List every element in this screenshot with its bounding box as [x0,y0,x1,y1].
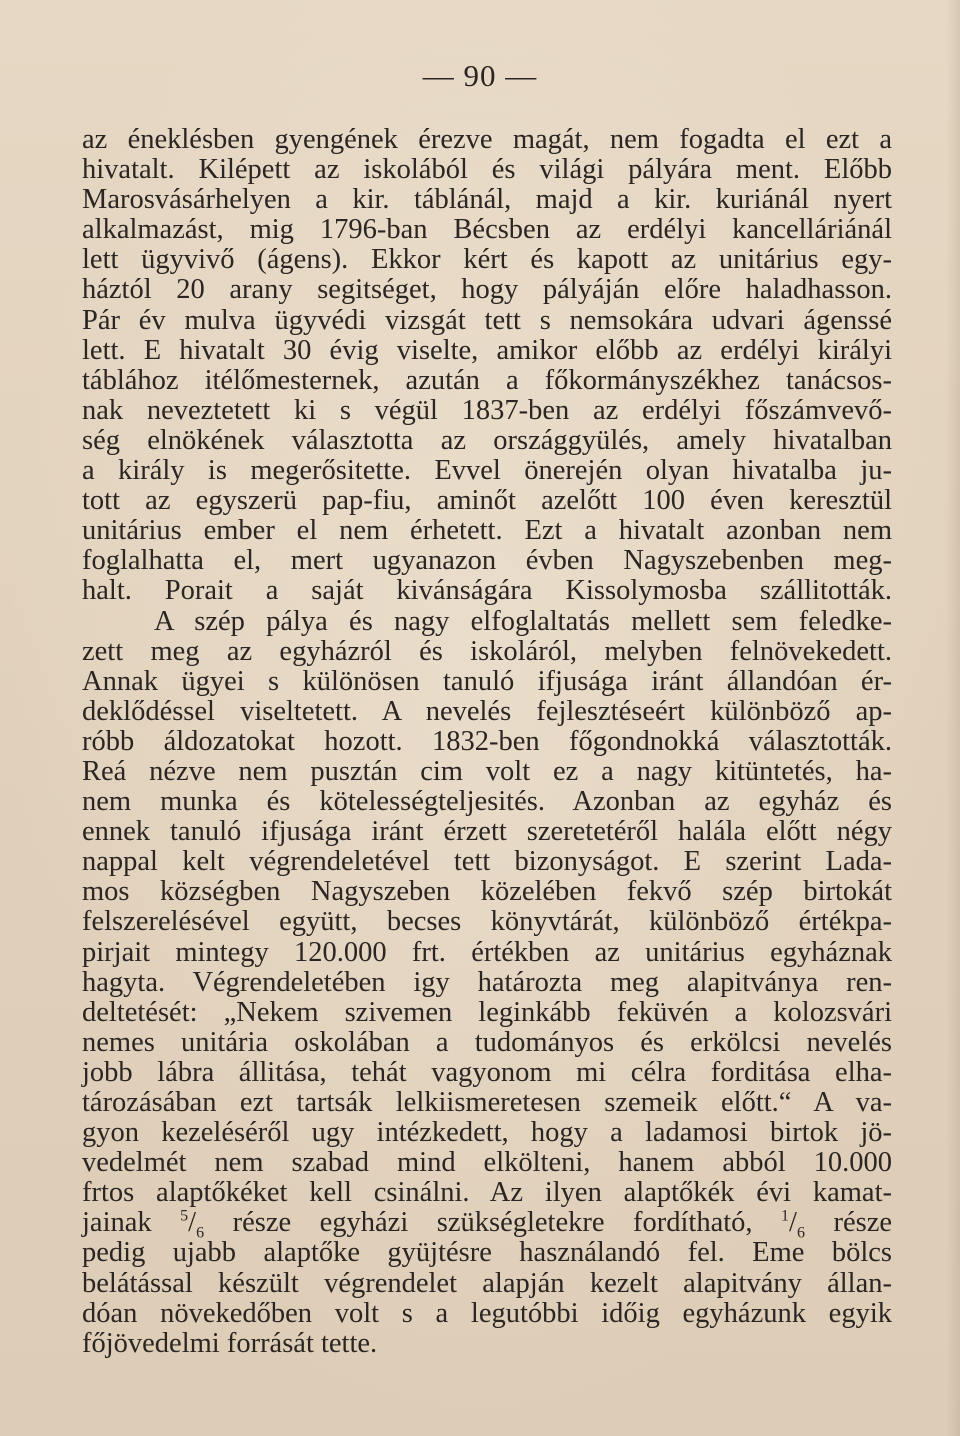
text-fragment: része [804,1207,893,1239]
text-line: zett meg az egyházról és iskoláról, melyben felnövekedett. [82,635,892,667]
text-line: a király is megerősitette. Evvel önerején olyan hivatalba ju- [82,455,892,487]
page-number: — 90 — [422,58,538,93]
text-line: vedelmét nem szabad mind elkölteni, hanem abból 10.000 [82,1147,892,1179]
text-line: mos községben Nagyszeben közelében fekvő szép birtokát [82,876,892,908]
fraction-slash: / [188,1207,197,1239]
text-line: deltetését: „Nekem szivemen leginkább feküvén a kolozsvári [82,996,892,1028]
text-line: nak neveztetett ki s végül 1837-ben az erdélyi főszámvevő- [82,394,892,426]
text-line: belátással készült végrendelet alapján kezelt alapitvány állan- [82,1267,892,1299]
text-line: lett ügyvivő (ágens). Ekkor kért és kapott az unitárius egy- [82,244,892,276]
fraction-numerator: 5 [180,1207,189,1225]
text-line: háztól 20 arany segitséget, hogy pályáján előre haladhasson. [82,274,892,306]
text-line: Reá nézve nem pusztán cim volt ez a nagy kitüntetés, ha- [82,755,892,787]
body-text [82,125,892,1359]
fraction-numerator: 1 [781,1207,790,1225]
text-line-with-fractions [82,1207,893,1243]
text-line: nemes unitária oskolában a tudományos és erkölcsi nevelés [82,1026,892,1058]
text-line: alkalmazást, mig 1796-ban Bécsben az erdélyi kancelláriánál [82,214,892,246]
text-line: pirjait mintegy 120.000 frt. értékben az unitárius egyháznak [82,936,892,968]
text-line: lett. E hivatalt 30 évig viselte, amikor előbb az erdélyi királyi [82,334,892,366]
text-line: unitárius ember el nem érhetett. Ezt a hivatalt azonban nem [82,515,892,547]
text-line: gyon kezeléséről ugy intézkedett, hogy a ladamosi birtok jö- [82,1117,892,1149]
text-line: táblához itélőmesternek, azután a főkormányszékhez tanácsos- [82,364,892,396]
text-line: róbb áldozatokat hozott. 1832-ben főgondnokká választották. [82,725,892,757]
text-line: ennek tanuló ifjusága iránt érzett szeretetéről halála előtt négy [82,816,892,848]
text-line: pedig ujabb alaptőke gyüjtésre használandó fel. Eme bölcs [82,1237,892,1269]
text-line: tározásában ezt tartsák lelkiismeretesen szemeik előtt.“ A va- [82,1087,892,1118]
text-line: halt. Porait a saját kivánságára Kissolymosba szállitották. [82,575,892,607]
text-line: az éneklésben gyengének érezve magát, nem fogadta el ezt a [82,124,892,155]
text-line: Pár év mulva ügyvédi vizsgát tett s nemsokára udvari ágenssé [82,304,892,336]
text-line: nappal kelt végrendeletével tett bizonyságot. E szerint Lada- [82,846,892,878]
text-line: Marosvásárhelyen a kir. táblánál, majd a kir. kuriánál nyert [82,184,892,216]
text-line: dóan növekedőben volt s a legutóbbi időig egyházunk egyik [82,1297,892,1329]
text-line: jobb lábra állitása, tehát vagyonom mi célra forditása elha- [82,1056,892,1088]
text-line: A szép pálya és nagy elfoglaltatás mellett sem feledke- [154,605,892,637]
text-line: hivatalt. Kilépett az iskolából és világi pályára ment. Előbb [82,154,892,186]
fraction-denominator: 6 [196,1225,205,1243]
fraction-denominator: 6 [796,1225,805,1243]
text-line: Annak ügyei s különösen tanuló ifjusága iránt állandóan ér- [82,665,892,697]
text-line: felszerelésével együtt, becses könyvtárát, különböző értékpa- [82,906,892,938]
text-line: ség elnökének választotta az országgyülés, amely hivatalban [82,424,892,456]
text-fragment: jainak [82,1207,181,1239]
fraction-slash: / [789,1207,797,1239]
text-line: frtos alaptőkéket kell csinálni. Az ilyen alaptőkék évi kamat- [82,1177,892,1209]
page-edge-shadow [946,0,960,1436]
text-line: foglalhatta el, mert ugyanazon évben Nagyszebenben meg- [82,545,892,577]
text-fragment: része egyházi szükségletekre fordítható, [204,1207,782,1239]
text-line: deklődéssel viseltetett. A nevelés fejlesztéseért különböző ap- [82,695,892,727]
text-line: tott az egyszerü pap-fiu, aminőt azelőtt 100 éven keresztül [82,485,892,517]
text-line: hagyta. Végrendeletében igy határozta meg alapitványa ren- [82,966,892,998]
text-line-last: főjövedelmi forrását tette. [82,1327,378,1359]
text-line: nem munka és kötelességteljesités. Azonban az egyház és [82,786,892,818]
